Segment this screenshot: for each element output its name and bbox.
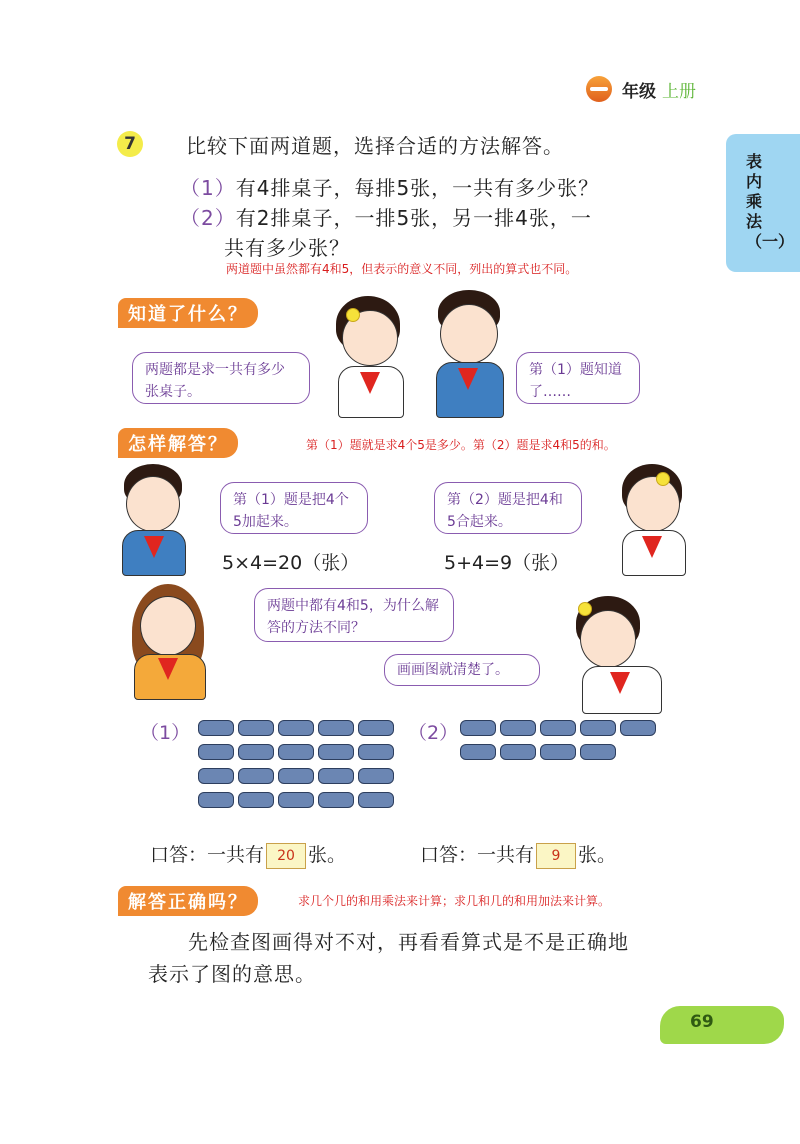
- question-2-text-line2: 共有多少张？: [224, 236, 350, 260]
- desk: [278, 720, 314, 736]
- girl-illustration-2: [616, 464, 692, 574]
- desk: [358, 792, 394, 808]
- question-2-number: （2）: [180, 206, 236, 230]
- desk: [460, 720, 496, 736]
- desk: [460, 744, 496, 760]
- section-label-known: 知道了什么？: [118, 298, 258, 328]
- answer-1: [150, 840, 346, 869]
- equation-addition: 5+4=9（张）: [444, 552, 570, 574]
- chapter-title: 表内乘法（一）: [746, 152, 795, 251]
- check-text-line1: 先检查图画得对不对，再看看算式是不是正确地: [188, 930, 629, 954]
- desk: [318, 744, 354, 760]
- problem-number: 7: [117, 131, 143, 157]
- boy-illustration: [428, 290, 512, 416]
- desk: [318, 792, 354, 808]
- desk: [278, 792, 314, 808]
- desk: [238, 720, 274, 736]
- desk: [238, 792, 274, 808]
- desk: [500, 720, 536, 736]
- desk: [540, 744, 576, 760]
- desk: [238, 744, 274, 760]
- answer-1-suffix: 张。: [308, 844, 347, 866]
- page-number-leaf-icon: [660, 1006, 784, 1044]
- speech-bubble-right: 第（1）题知道了……: [516, 352, 640, 404]
- girl-illustration: [328, 296, 414, 416]
- figure-1-desks: [198, 720, 398, 812]
- equation-multiplication: 5×4=20（张）: [222, 552, 360, 574]
- speech-bubble-boy: 第（1）题是把4个5加起来。: [220, 482, 368, 534]
- grade-label: 年级: [622, 82, 656, 102]
- grade-badge-icon: [586, 76, 612, 102]
- desk: [198, 744, 234, 760]
- chapter-side-tab: [726, 134, 800, 272]
- question-2: [180, 202, 592, 231]
- girl-illustration-4: [568, 596, 664, 714]
- problem-title: 比较下面两道题，选择合适的方法解答。: [186, 134, 564, 158]
- question-2-text-line1: 有2排桌子，一排5张，另一排4张，一: [235, 206, 592, 230]
- answer-1-box: 20: [266, 843, 306, 869]
- desk: [198, 768, 234, 784]
- section-label-check: 解答正确吗？: [118, 886, 258, 916]
- question-1-text: 有4排桌子，每排5张，一共有多少张？: [235, 176, 600, 200]
- check-text-line2: 表示了图的意思。: [148, 962, 316, 986]
- teacher-note-1: 两道题中虽然都有4和5，但表示的意义不同，列出的算式也不同。: [226, 262, 578, 276]
- grade-header: [622, 77, 696, 102]
- desk: [620, 720, 656, 736]
- desk: [198, 720, 234, 736]
- question-1: [180, 172, 599, 201]
- desk: [238, 768, 274, 784]
- desk: [540, 720, 576, 736]
- question-1-number: （1）: [180, 176, 236, 200]
- page-number: 69: [690, 1012, 714, 1032]
- desk: [318, 720, 354, 736]
- desk: [580, 720, 616, 736]
- answer-2: [420, 840, 616, 869]
- desk: [358, 768, 394, 784]
- answer-1-prefix: 口答：一共有: [150, 844, 265, 866]
- answer-2-box: 9: [536, 843, 576, 869]
- desk: [278, 768, 314, 784]
- answer-2-prefix: 口答：一共有: [420, 844, 535, 866]
- speech-bubble-left: 两题都是求一共有多少张桌子。: [132, 352, 310, 404]
- speech-bubble-girl: 第（2）题是把4和5合起来。: [434, 482, 582, 534]
- boy-illustration-2: [118, 464, 190, 574]
- teacher-note-3: 求几个几的和用乘法来计算；求几和几的和用加法来计算。: [298, 894, 611, 908]
- desk: [318, 768, 354, 784]
- volume-label: 上册: [662, 82, 696, 102]
- girl-illustration-3: [118, 584, 230, 698]
- figure-1-label: （1）: [140, 722, 191, 744]
- speech-bubble-question: 两题中都有4和5，为什么解答的方法不同？: [254, 588, 454, 642]
- answer-2-suffix: 张。: [578, 844, 617, 866]
- figure-2-label: （2）: [408, 722, 459, 744]
- desk: [500, 744, 536, 760]
- desk: [358, 744, 394, 760]
- figure-2-desks: [460, 720, 660, 760]
- desk: [358, 720, 394, 736]
- desk: [198, 792, 234, 808]
- section-label-how: 怎样解答？: [118, 428, 238, 458]
- desk: [580, 744, 616, 760]
- desk: [278, 744, 314, 760]
- speech-bubble-draw: 画画图就清楚了。: [384, 654, 540, 686]
- teacher-note-2: 第（1）题就是求4个5是多少。第（2）题是求4和5的和。: [306, 438, 616, 452]
